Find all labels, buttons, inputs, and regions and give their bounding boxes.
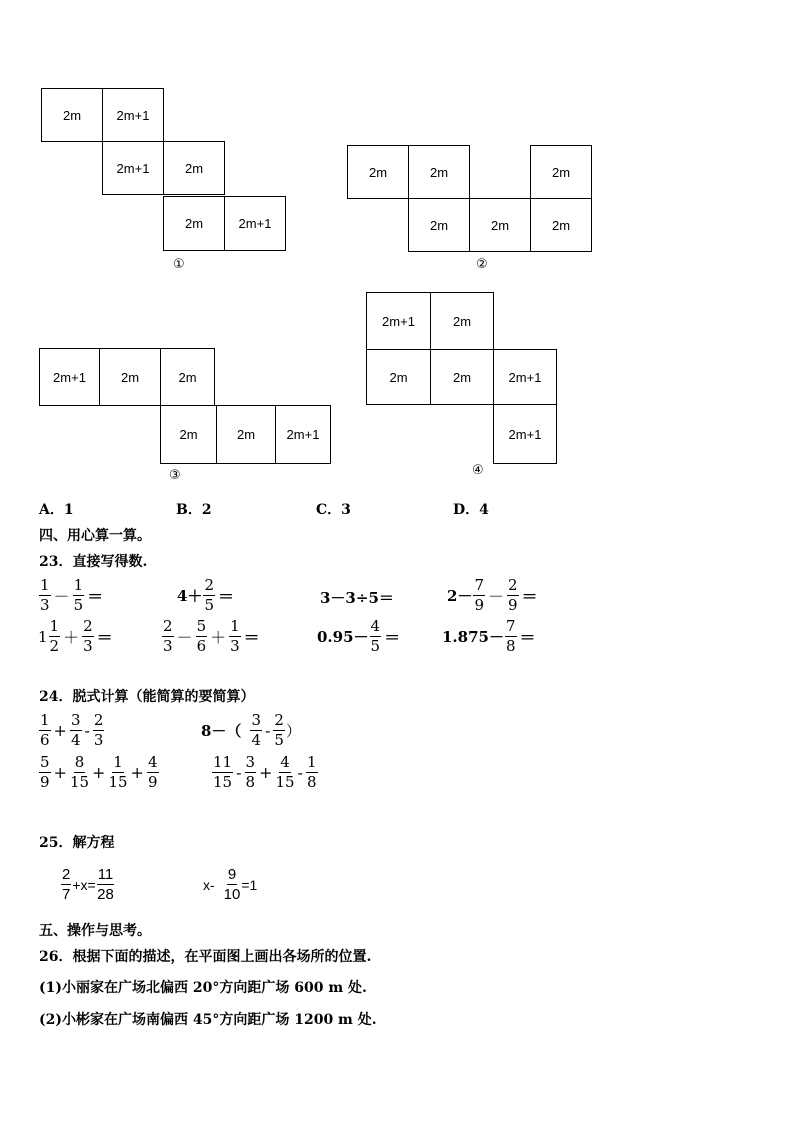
operator: - (84, 721, 90, 740)
expression (38, 619, 115, 654)
denominator: 28 (97, 886, 114, 903)
net-cell: 2m (366, 349, 431, 405)
denominator: 5 (370, 637, 381, 655)
expression-prefix: 4＋ (177, 587, 203, 605)
net-cell: 2m+1 (493, 349, 557, 405)
whole-number: 1 (38, 627, 48, 646)
numerator: 8 (74, 753, 85, 771)
equation-prefix: x- (203, 876, 215, 893)
net-cell: 2m+1 (366, 292, 431, 350)
denominator: 8 (306, 773, 317, 791)
question-title: 26．根据下面的描述，在平面图上画出各场所的位置. (39, 949, 372, 965)
expression-text: 3－3÷5＝ (320, 589, 394, 607)
net-cell: 2m (163, 196, 225, 251)
denominator: 4 (70, 731, 81, 749)
net-cell: 2m (430, 292, 494, 350)
figure-label: ③ (169, 468, 181, 483)
operator: － (487, 587, 504, 606)
numerator: 2 (62, 866, 71, 883)
expression (161, 619, 262, 654)
numerator: 2 (93, 711, 104, 729)
operator: - (264, 721, 271, 740)
equation (203, 867, 257, 902)
numerator: 7 (505, 617, 516, 635)
denominator: 2 (49, 637, 60, 655)
net-cell: 2m+1 (102, 88, 164, 142)
denominator: 3 (83, 637, 93, 655)
option-c: C．3 (316, 502, 351, 518)
operator: + (53, 721, 67, 740)
numerator: 2 (163, 617, 173, 635)
equals-sign: ＝ (519, 628, 536, 647)
numerator: 7 (474, 576, 484, 594)
net-cell: 2m+1 (493, 404, 557, 464)
denominator: 5 (274, 731, 284, 749)
numerator: 1 (40, 576, 50, 594)
denominator: 9 (474, 596, 484, 614)
equals-sign: ＝ (87, 587, 104, 606)
numerator: 4 (370, 617, 381, 635)
denominator: 4 (251, 731, 261, 749)
equals-sign: ＝ (243, 628, 260, 647)
numerator: 3 (245, 753, 256, 771)
net-cell: 2m (160, 348, 215, 406)
expression-suffix: ） (285, 722, 301, 740)
numerator: 5 (196, 617, 207, 635)
denominator: 6 (196, 637, 207, 655)
expression (317, 619, 402, 654)
denominator: 15 (275, 773, 295, 791)
expression-prefix: 8－（ (201, 722, 242, 740)
equation-middle: +x= (72, 876, 96, 893)
equals-sign: ＝ (96, 628, 113, 647)
net-cell: 2m (160, 405, 217, 464)
numerator: 11 (213, 753, 233, 771)
expression (201, 713, 301, 748)
expression (211, 755, 319, 790)
denominator: 8 (505, 637, 516, 655)
net-cell: 2m (216, 405, 276, 464)
operator: + (92, 763, 106, 782)
net-cell: 2m (469, 198, 531, 252)
operator: + (259, 763, 273, 782)
numerator: 5 (40, 753, 50, 771)
numerator: 4 (147, 753, 158, 771)
net-cell: 2m+1 (275, 405, 331, 464)
numerator: 2 (508, 576, 518, 594)
denominator: 3 (93, 731, 104, 749)
expression (38, 578, 105, 613)
numerator: 1 (49, 617, 60, 635)
net-cell: 2m+1 (102, 141, 164, 195)
denominator: 15 (108, 773, 128, 791)
expression-prefix: 1.875－ (442, 628, 504, 646)
numerator: 2 (83, 617, 93, 635)
equation-suffix: =1 (241, 876, 258, 893)
numerator: 2 (274, 711, 284, 729)
question-title: 23．直接写得数. (39, 554, 148, 570)
expression-prefix: 0.95－ (317, 628, 369, 646)
operator: － (53, 587, 70, 606)
operator: － (176, 628, 193, 647)
equals-sign: ＝ (521, 587, 538, 606)
expression-prefix: 2－ (447, 587, 473, 605)
net-cell: 2m (41, 88, 103, 142)
expression (320, 587, 394, 608)
expression (447, 578, 540, 613)
option-d: D．4 (453, 502, 489, 518)
denominator: 15 (213, 773, 233, 791)
numerator: 2 (204, 576, 214, 594)
net-cell: 2m (430, 349, 494, 405)
numerator: 3 (251, 711, 261, 729)
numerator: 1 (230, 617, 240, 635)
denominator: 9 (147, 773, 158, 791)
operator: ＋ (210, 628, 227, 647)
denominator: 9 (40, 773, 50, 791)
numerator: 1 (113, 753, 123, 771)
net-cell: 2m+1 (224, 196, 286, 251)
expression (442, 619, 538, 654)
numerator: 4 (280, 753, 290, 771)
figure-label: ② (476, 257, 488, 272)
numerator: 3 (70, 711, 81, 729)
operator: + (53, 763, 67, 782)
numerator: 9 (227, 866, 237, 883)
equals-sign: ＝ (384, 628, 401, 647)
figure-label: ① (173, 257, 185, 272)
denominator: 3 (40, 596, 50, 614)
expression (177, 578, 236, 613)
expression (38, 713, 105, 748)
question-title: 25．解方程 (39, 835, 115, 851)
section-heading: 五、操作与思考。 (39, 923, 151, 939)
equals-sign: ＝ (217, 587, 234, 606)
net-cell: 2m (163, 141, 225, 195)
net-cell: 2m (530, 145, 592, 199)
numerator: 1 (73, 576, 84, 594)
net-cell: 2m (347, 145, 409, 199)
expression (38, 755, 160, 790)
denominator: 3 (230, 637, 240, 655)
operator: - (297, 763, 303, 782)
net-cell: 2m (530, 198, 592, 252)
denominator: 6 (40, 731, 50, 749)
denominator: 3 (163, 637, 173, 655)
net-cell: 2m+1 (39, 348, 100, 406)
operator: + (130, 763, 144, 782)
operator: ＋ (63, 628, 80, 647)
operator: - (236, 763, 242, 782)
denominator: 7 (62, 886, 71, 903)
net-cell: 2m (99, 348, 161, 406)
equation (60, 867, 115, 902)
option-a: A．1 (39, 502, 74, 518)
section-heading: 四、用心算一算。 (39, 528, 151, 544)
option-b: B．2 (176, 502, 212, 518)
denominator: 15 (69, 773, 90, 791)
question-line: (2)小彬家在广场南偏西 45°方向距广场 1200 m 处. (39, 1012, 377, 1028)
numerator: 1 (306, 753, 317, 771)
numerator: 1 (40, 711, 50, 729)
denominator: 9 (508, 596, 518, 614)
denominator: 5 (73, 596, 84, 614)
figure-label: ④ (472, 463, 484, 478)
denominator: 5 (204, 596, 214, 614)
numerator: 11 (97, 866, 114, 883)
net-cell: 2m (408, 145, 470, 199)
denominator: 8 (245, 773, 256, 791)
denominator: 10 (223, 886, 241, 903)
question-line: (1)小丽家在广场北偏西 20°方向距广场 600 m 处. (39, 980, 367, 996)
net-cell: 2m (408, 198, 470, 252)
question-title: 24．脱式计算（能简算的要简算） (39, 689, 255, 705)
